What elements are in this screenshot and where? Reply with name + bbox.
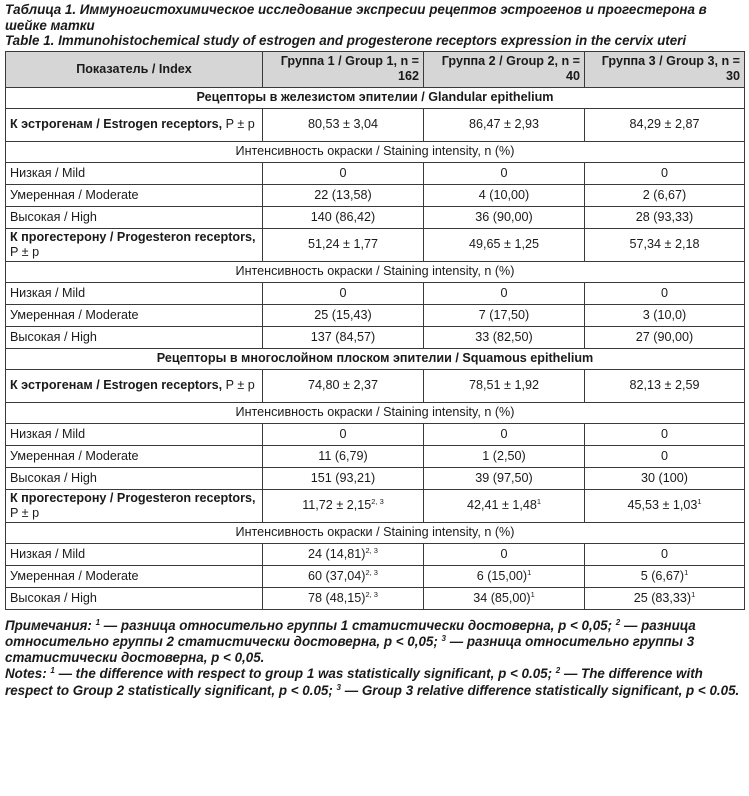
table-notes: [5, 618, 744, 699]
intensity-value-g1: [263, 184, 424, 206]
intensity-subheader: Интенсивность окраски / Staining intensity, n (%): [6, 522, 745, 543]
receptor-label-metric: P ± p: [10, 505, 40, 520]
cell-value: 33 (82,50): [475, 329, 533, 344]
cell-value: 57,34 ± 2,18: [629, 237, 700, 252]
receptor-value-g2: [424, 489, 585, 522]
receptor-label: [6, 489, 263, 522]
cell-value: 74,80 ± 2,37: [308, 378, 378, 393]
significance-mark: 1: [684, 567, 689, 577]
receptor-label: [6, 108, 263, 141]
section-title: Рецепторы в железистом эпителии / Glandular epithelium: [6, 87, 745, 108]
cell-value: 86,47 ± 2,93: [469, 117, 539, 132]
cell-value: 28 (93,33): [635, 209, 694, 224]
intensity-label: Низкая / Mild: [6, 543, 263, 565]
intensity-label: Умеренная / Moderate: [6, 184, 263, 206]
cell-value: 0: [500, 546, 508, 561]
cell-value: 51,24 ± 1,77: [308, 237, 378, 252]
cell-value: 22 (13,58): [314, 187, 372, 202]
significance-mark: 1: [697, 497, 702, 507]
receptor-label: [6, 228, 263, 261]
table-caption-ru: Таблица 1. Иммуногистохимическое исследование экспресии рецептов эстрогенов и прогестерона в шейке матки: [5, 2, 707, 33]
table-row: [6, 467, 745, 489]
intensity-value-g2: [424, 206, 585, 228]
intensity-value-g1: [263, 423, 424, 445]
intensity-value-g2: [424, 184, 585, 206]
table-caption: [5, 2, 744, 49]
receptor-label-metric: P ± p: [222, 117, 255, 132]
intensity-value-g2: [424, 162, 585, 184]
table-row: [6, 282, 745, 304]
intensity-label: Низкая / Mild: [6, 423, 263, 445]
header-group-1: Группа 1 / Group 1, n = 162: [263, 51, 424, 87]
note-marker: 1: [50, 666, 55, 676]
receptor-value-g3: [585, 489, 745, 522]
intensity-label: Низкая / Mild: [6, 282, 263, 304]
cell-value: 84,29 ± 2,87: [629, 117, 700, 132]
note-marker: 1: [95, 617, 101, 627]
cell-value: 30 (100): [641, 470, 688, 485]
intensity-value-g3: [585, 467, 745, 489]
cell-value: 25 (15,43): [314, 307, 372, 322]
cell-value: 0: [500, 165, 508, 180]
intensity-value-g1: [263, 445, 424, 467]
intensity-subheader: Интенсивность окраски / Staining intensity, n (%): [6, 261, 745, 282]
intensity-subheader: Интенсивность окраски / Staining intensity, n (%): [6, 402, 745, 423]
intensity-value-g2: [424, 282, 585, 304]
significance-mark: 1: [536, 497, 542, 507]
table-row: [6, 565, 745, 587]
receptor-row: [6, 369, 745, 402]
intensity-value-g2: [424, 467, 585, 489]
intensity-value-g2: [424, 326, 585, 348]
significance-mark: 1: [530, 589, 535, 599]
note-text: Notes:: [5, 666, 51, 682]
cell-value: 0: [660, 165, 668, 180]
cell-value: 0: [500, 426, 508, 441]
intensity-value-g1: [263, 467, 424, 489]
receptor-value-g1: [263, 228, 424, 261]
note-text: — the difference with respect to group 1 was statistically significant, p < 0.05;: [54, 666, 556, 682]
cell-value: 39 (97,50): [475, 470, 533, 485]
section-title-row: [6, 87, 745, 108]
intensity-value-g3: [585, 587, 745, 609]
intensity-label: Высокая / High: [6, 587, 263, 609]
cell-value: 0: [660, 285, 668, 300]
note-text: — разница относительно группы 3 статистически достоверна, р < 0,05.: [5, 633, 695, 666]
intensity-subheader-row: [6, 402, 745, 423]
cell-value: 11 (6,79): [318, 448, 368, 463]
header-group-3: Группа 3 / Group 3, n = 30: [585, 51, 745, 87]
receptor-label-bold: К прогестерону / Progesteron receptors,: [10, 490, 256, 505]
receptor-label-bold: К эстрогенам / Estrogen receptors,: [10, 117, 223, 132]
intensity-value-g2: [424, 445, 585, 467]
intensity-value-g2: [424, 543, 585, 565]
intensity-value-g3: [585, 162, 745, 184]
cell-value: 0: [660, 426, 668, 441]
receptor-value-g2: [424, 108, 585, 141]
cell-value: 78,51 ± 1,92: [469, 378, 539, 393]
notes-ru: [5, 618, 744, 667]
intensity-value-g3: [585, 423, 745, 445]
table-row: [6, 543, 745, 565]
table-row: [6, 587, 745, 609]
receptor-value-g2: [424, 369, 585, 402]
cell-value: 151 (93,21): [310, 470, 376, 485]
note-marker: 2: [555, 666, 561, 676]
table-row: [6, 445, 745, 467]
cell-value: 0: [339, 285, 347, 300]
intensity-value-g3: [585, 543, 745, 565]
cell-value: 45,53 ± 1,03: [627, 498, 698, 513]
cell-value: 27 (90,00): [635, 329, 694, 344]
table-row: [6, 326, 745, 348]
receptor-label-bold: К прогестерону / Progesteron receptors,: [10, 229, 256, 244]
intensity-value-g3: [585, 445, 745, 467]
intensity-value-g1: [263, 565, 424, 587]
intensity-value-g1: [263, 282, 424, 304]
receptor-value-g2: [424, 228, 585, 261]
cell-value: 42,41 ± 1,48: [466, 498, 537, 513]
receptor-label: [6, 369, 263, 402]
intensity-value-g2: [424, 587, 585, 609]
intensity-label: Высокая / High: [6, 467, 263, 489]
cell-value: 0: [660, 448, 668, 463]
intensity-value-g3: [585, 326, 745, 348]
receptor-row: [6, 108, 745, 141]
significance-mark: 1: [527, 567, 532, 577]
cell-value: 11,72 ± 2,15: [302, 498, 372, 513]
notes-en: [5, 666, 744, 698]
note-text: — Group 3 relative difference statistically significant, p < 0.05.: [340, 682, 740, 698]
cell-value: 137 (84,57): [310, 329, 376, 344]
cell-value: 36 (90,00): [475, 209, 533, 224]
significance-mark: 2, 3: [365, 567, 378, 577]
section-title: Рецепторы в многослойном плоском эпителии / Squamous epithelium: [6, 348, 745, 369]
receptor-label-metric: P ± p: [222, 378, 255, 393]
cell-value: 0: [500, 285, 508, 300]
intensity-value-g1: [263, 162, 424, 184]
cell-value: 24 (14,81): [308, 546, 366, 561]
cell-value: 25 (83,33): [633, 590, 692, 605]
intensity-label: Низкая / Mild: [6, 162, 263, 184]
table-caption-en: Table 1. Immunohistochemical study of estrogen and progesterone receptors expression in the cervix uteri: [5, 33, 687, 49]
cell-value: 80,53 ± 3,04: [308, 117, 378, 132]
intensity-subheader-row: [6, 141, 745, 162]
intensity-value-g2: [424, 423, 585, 445]
receptor-value-g1: [263, 108, 424, 141]
cell-value: 82,13 ± 2,59: [629, 378, 700, 393]
cell-value: 1 (2,50): [482, 448, 526, 463]
cell-value: 4 (10,00): [478, 187, 530, 202]
table-header-row: [6, 51, 745, 87]
note-marker: 3: [441, 633, 446, 643]
intensity-label: Умеренная / Moderate: [6, 304, 263, 326]
receptor-label-bold: К эстрогенам / Estrogen receptors,: [10, 378, 223, 393]
note-text: Примечания:: [5, 617, 96, 633]
cell-value: 3 (10,0): [642, 307, 687, 322]
section-title-row: [6, 348, 745, 369]
receptor-row: [6, 489, 745, 522]
table-row: [6, 304, 745, 326]
cell-value: 0: [660, 546, 668, 561]
note-marker: 2: [615, 617, 621, 627]
cell-value: 5 (6,67): [640, 568, 685, 583]
table-row: [6, 184, 745, 206]
cell-value: 140 (86,42): [310, 209, 376, 224]
intensity-value-g1: [263, 304, 424, 326]
cell-value: 34 (85,00): [473, 590, 531, 605]
intensity-label: Высокая / High: [6, 206, 263, 228]
intensity-value-g3: [585, 282, 745, 304]
table-body: [6, 87, 745, 609]
receptor-value-g3: [585, 228, 745, 261]
significance-mark: 2, 3: [371, 497, 384, 507]
receptor-value-g1: [263, 369, 424, 402]
note-text: — разница относительно группы 1 статистически достоверна, р < 0,05;: [100, 617, 616, 633]
intensity-subheader-row: [6, 261, 745, 282]
cell-value: 7 (17,50): [478, 307, 530, 322]
receptor-label-metric: P ± p: [10, 244, 40, 259]
intensity-value-g1: [263, 543, 424, 565]
intensity-subheader-row: [6, 522, 745, 543]
cell-value: 49,65 ± 1,25: [469, 237, 539, 252]
cell-value: 0: [339, 165, 347, 180]
intensity-value-g2: [424, 304, 585, 326]
receptor-row: [6, 228, 745, 261]
table-row: [6, 206, 745, 228]
receptor-value-g3: [585, 108, 745, 141]
intensity-value-g2: [424, 565, 585, 587]
intensity-label: Умеренная / Moderate: [6, 445, 263, 467]
significance-mark: 2, 3: [365, 545, 378, 555]
cell-value: 2 (6,67): [642, 187, 687, 202]
note-text: — The difference with respect to Group 2 statistically significant, p < 0.05;: [5, 666, 703, 698]
intensity-value-g3: [585, 565, 745, 587]
significance-mark: 1: [691, 589, 696, 599]
intensity-value-g3: [585, 206, 745, 228]
cell-value: 0: [339, 426, 347, 441]
intensity-value-g3: [585, 304, 745, 326]
table-row: [6, 162, 745, 184]
intensity-label: Умеренная / Moderate: [6, 565, 263, 587]
header-index: Показатель / Index: [6, 51, 263, 87]
table-row: [6, 423, 745, 445]
intensity-subheader: Интенсивность окраски / Staining intensity, n (%): [6, 141, 745, 162]
receptor-value-g3: [585, 369, 745, 402]
intensity-value-g3: [585, 184, 745, 206]
receptor-table: [5, 51, 745, 610]
note-text: — разница относительно группы 2 статистически достоверна, р < 0,05;: [5, 617, 696, 649]
intensity-value-g1: [263, 587, 424, 609]
intensity-label: Высокая / High: [6, 326, 263, 348]
header-group-2: Группа 2 / Group 2, n = 40: [424, 51, 585, 87]
cell-value: 78 (48,15): [308, 590, 366, 605]
intensity-value-g1: [263, 326, 424, 348]
cell-value: 60 (37,04): [308, 568, 366, 583]
intensity-value-g1: [263, 206, 424, 228]
significance-mark: 2, 3: [365, 589, 378, 599]
receptor-value-g1: [263, 489, 424, 522]
note-marker: 3: [336, 682, 341, 692]
cell-value: 6 (15,00): [476, 568, 528, 583]
